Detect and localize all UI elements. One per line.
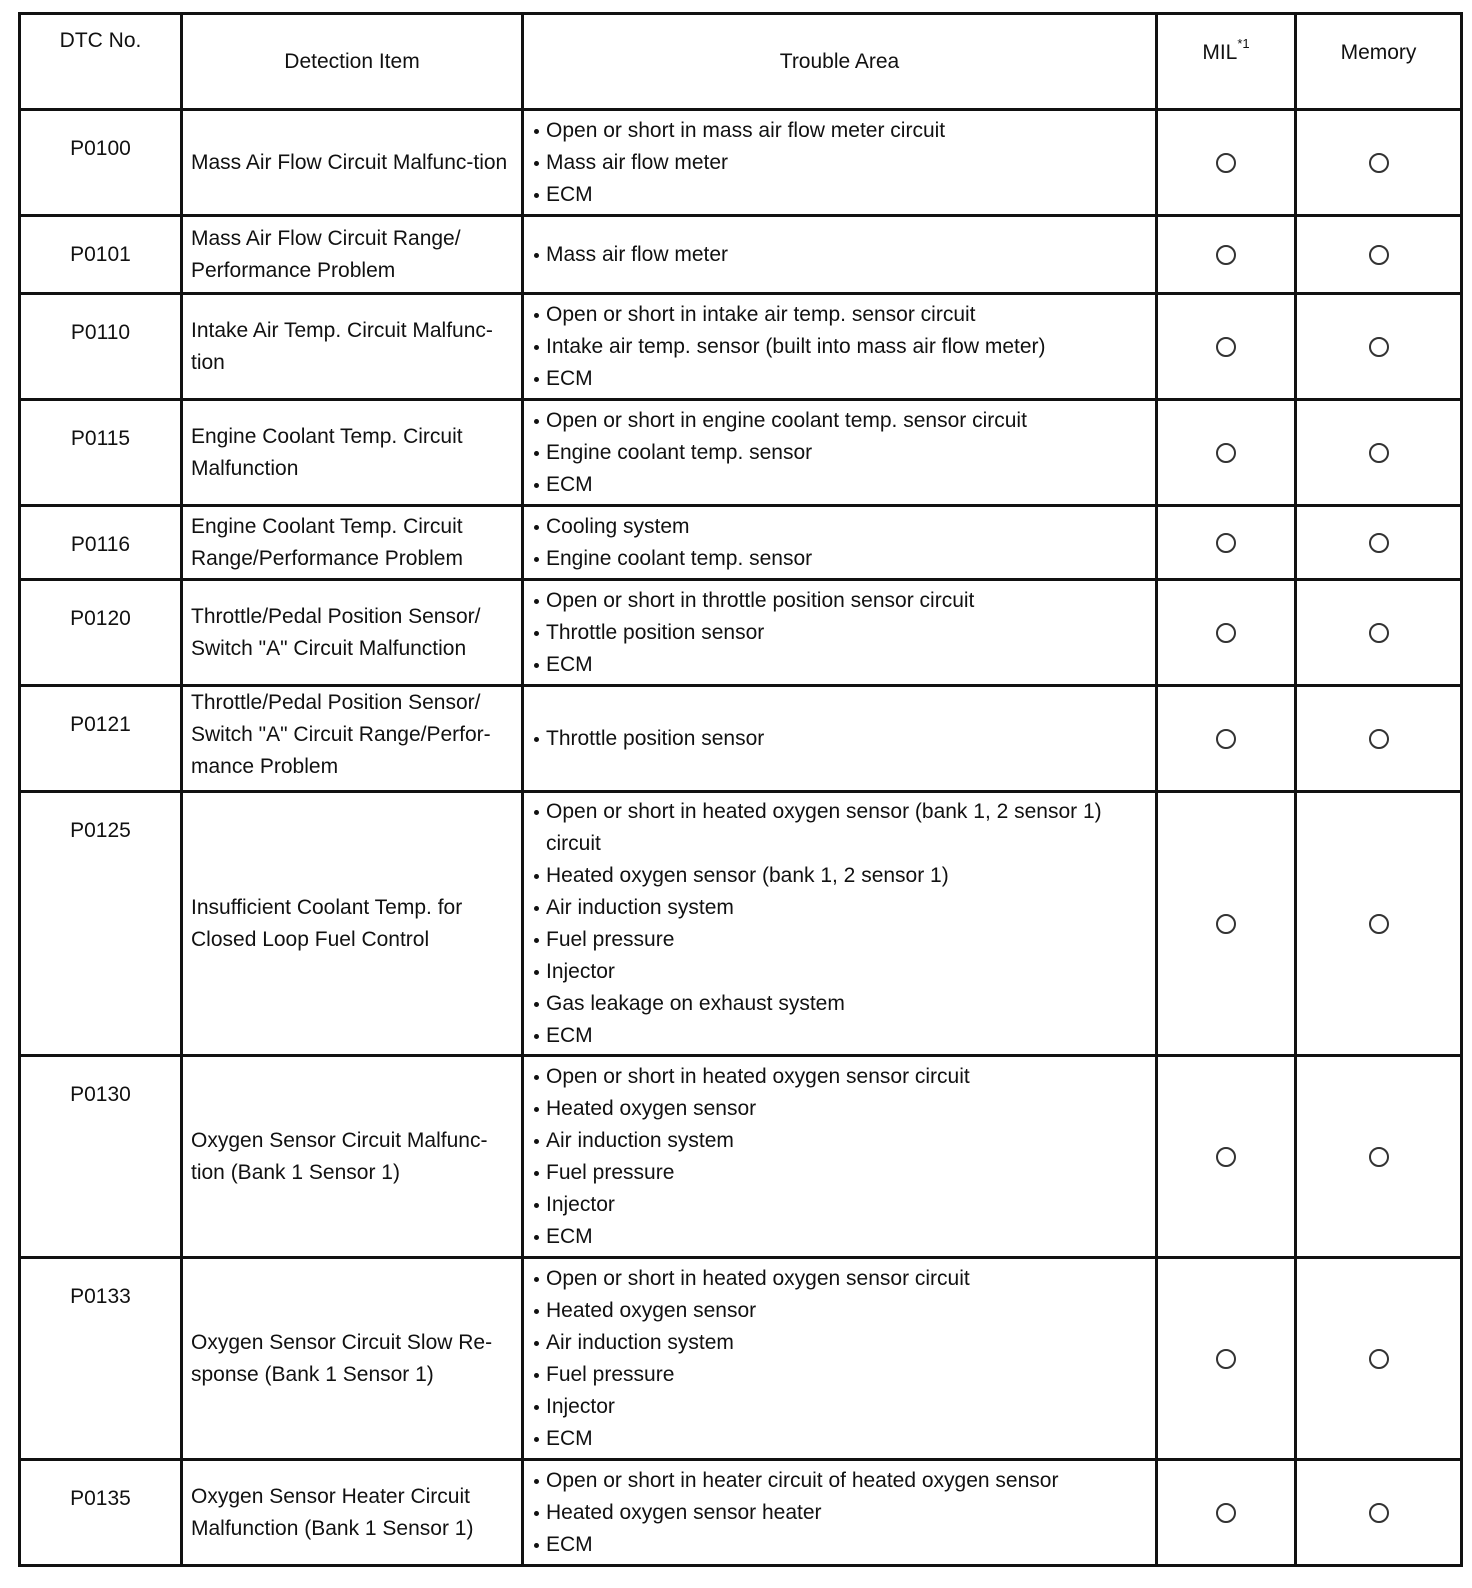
detection-item: Oxygen Sensor Circuit Slow Re-sponse (Bank 1 Sensor 1) (191, 1330, 493, 1386)
detection-item: Intake Air Temp. Circuit Malfunc-tion (191, 318, 493, 374)
memory-cell (1296, 294, 1462, 400)
table-row (20, 216, 1462, 294)
detection-item: Engine Coolant Temp. Circuit Malfunction (191, 424, 463, 480)
memory-circle-icon (1369, 914, 1389, 934)
memory-cell (1296, 1460, 1462, 1566)
detection-item-cell (182, 400, 523, 506)
trouble-area-item: Gas leakage on exhaust system (530, 988, 1147, 1020)
memory-circle-icon (1369, 729, 1389, 749)
dtc-code: P0133 (20, 1258, 182, 1460)
memory-circle-icon (1369, 623, 1389, 643)
trouble-area-list (530, 723, 1147, 755)
trouble-area-list (530, 511, 1147, 575)
trouble-area-item: ECM (530, 1221, 1147, 1253)
mil-cell (1157, 792, 1296, 1056)
detection-item-cell (182, 110, 523, 216)
trouble-area-list (530, 239, 1147, 271)
trouble-area-item: Open or short in throttle position sensor circuit (530, 585, 1147, 617)
table-row (20, 1056, 1462, 1258)
trouble-area-item: Engine coolant temp. sensor (530, 437, 1147, 469)
memory-circle-icon (1369, 153, 1389, 173)
mil-circle-icon (1216, 337, 1236, 357)
dtc-table (18, 12, 1463, 1567)
trouble-area-item: Open or short in heater circuit of heated oxygen sensor (530, 1465, 1147, 1497)
trouble-area-item: Heated oxygen sensor (530, 1295, 1147, 1327)
trouble-area-cell (523, 400, 1157, 506)
memory-cell (1296, 686, 1462, 792)
table-row (20, 580, 1462, 686)
header-mil (1157, 14, 1296, 110)
header-row (20, 14, 1462, 110)
trouble-area-item: Injector (530, 1189, 1147, 1221)
detection-item-cell (182, 792, 523, 1056)
trouble-area-cell (523, 686, 1157, 792)
detection-item: Mass Air Flow Circuit Malfunc-tion (191, 150, 508, 174)
detection-item-cell (182, 506, 523, 580)
trouble-area-item: ECM (530, 1020, 1147, 1052)
header-trouble-area: Trouble Area (523, 14, 1157, 110)
detection-item-cell (182, 216, 523, 294)
trouble-area-list (530, 115, 1147, 211)
trouble-area-cell (523, 1460, 1157, 1566)
mil-cell (1157, 506, 1296, 580)
detection-item-cell (182, 1056, 523, 1258)
detection-item-cell (182, 686, 523, 792)
table-body (20, 110, 1462, 1566)
trouble-area-list (530, 299, 1147, 395)
mil-circle-icon (1216, 623, 1236, 643)
trouble-area-item: Heated oxygen sensor (530, 1093, 1147, 1125)
dtc-code: P0120 (20, 580, 182, 686)
mil-circle-icon (1216, 533, 1236, 553)
memory-circle-icon (1369, 337, 1389, 357)
trouble-area-cell (523, 792, 1157, 1056)
trouble-area-item: Mass air flow meter (530, 147, 1147, 179)
detection-item: Throttle/Pedal Position Sensor/ Switch "A" Circuit Malfunction (191, 604, 481, 660)
mil-cell (1157, 216, 1296, 294)
mil-circle-icon (1216, 1503, 1236, 1523)
trouble-area-list (530, 1061, 1147, 1253)
memory-circle-icon (1369, 245, 1389, 265)
header-mil-footnote: *1 (1237, 36, 1250, 51)
trouble-area-item: Open or short in engine coolant temp. sensor circuit (530, 405, 1147, 437)
trouble-area-cell (523, 294, 1157, 400)
detection-item: Oxygen Sensor Circuit Malfunc-tion (Bank 1 Sensor 1) (191, 1128, 488, 1184)
memory-cell (1296, 400, 1462, 506)
trouble-area-item: Heated oxygen sensor heater (530, 1497, 1147, 1529)
mil-cell (1157, 686, 1296, 792)
memory-cell (1296, 216, 1462, 294)
table-row (20, 792, 1462, 1056)
trouble-area-item: Fuel pressure (530, 1157, 1147, 1189)
trouble-area-item: Air induction system (530, 1125, 1147, 1157)
table-row (20, 1460, 1462, 1566)
mil-cell (1157, 1056, 1296, 1258)
detection-item-cell (182, 294, 523, 400)
table-row (20, 506, 1462, 580)
detection-item-cell (182, 580, 523, 686)
memory-circle-icon (1369, 1349, 1389, 1369)
trouble-area-item: Open or short in mass air flow meter circuit (530, 115, 1147, 147)
table-row (20, 686, 1462, 792)
detection-item: Throttle/Pedal Position Sensor/ Switch "A" Circuit Range/Perfor-mance Problem (191, 691, 491, 778)
table-row (20, 1258, 1462, 1460)
trouble-area-item: Injector (530, 956, 1147, 988)
memory-circle-icon (1369, 443, 1389, 463)
detection-item: Mass Air Flow Circuit Range/ Performance Problem (191, 226, 461, 282)
dtc-code: P0101 (20, 216, 182, 294)
trouble-area-item: Open or short in heated oxygen sensor (bank 1, 2 sensor 1) circuit (530, 796, 1147, 860)
trouble-area-cell (523, 580, 1157, 686)
mil-cell (1157, 294, 1296, 400)
trouble-area-list (530, 796, 1147, 1052)
mil-circle-icon (1216, 729, 1236, 749)
trouble-area-item: Fuel pressure (530, 924, 1147, 956)
mil-cell (1157, 110, 1296, 216)
mil-circle-icon (1216, 443, 1236, 463)
trouble-area-item: Intake air temp. sensor (built into mass air flow meter) (530, 331, 1147, 363)
mil-circle-icon (1216, 153, 1236, 173)
dtc-code: P0125 (20, 792, 182, 1056)
detection-item: Insufficient Coolant Temp. for Closed Loop Fuel Control (191, 895, 463, 951)
trouble-area-list (530, 405, 1147, 501)
table-row (20, 400, 1462, 506)
detection-item: Oxygen Sensor Heater Circuit Malfunction (Bank 1 Sensor 1) (191, 1484, 474, 1540)
memory-circle-icon (1369, 533, 1389, 553)
mil-cell (1157, 1460, 1296, 1566)
memory-cell (1296, 110, 1462, 216)
trouble-area-item: ECM (530, 649, 1147, 681)
header-mil-label: MIL (1202, 41, 1238, 64)
dtc-code: P0121 (20, 686, 182, 792)
trouble-area-item: Cooling system (530, 511, 1147, 543)
mil-circle-icon (1216, 914, 1236, 934)
trouble-area-item: Injector (530, 1391, 1147, 1423)
trouble-area-list (530, 1263, 1147, 1455)
dtc-code: P0130 (20, 1056, 182, 1258)
trouble-area-list (530, 1465, 1147, 1561)
mil-circle-icon (1216, 1349, 1236, 1369)
header-dtc-no: DTC No. (20, 14, 182, 110)
trouble-area-cell (523, 506, 1157, 580)
trouble-area-item: ECM (530, 179, 1147, 211)
trouble-area-item: ECM (530, 1423, 1147, 1455)
header-memory: Memory (1296, 14, 1462, 110)
trouble-area-item: Heated oxygen sensor (bank 1, 2 sensor 1) (530, 860, 1147, 892)
trouble-area-item: Open or short in intake air temp. sensor circuit (530, 299, 1147, 331)
detection-item-cell (182, 1460, 523, 1566)
trouble-area-item: Air induction system (530, 1327, 1147, 1359)
trouble-area-item: Open or short in heated oxygen sensor circuit (530, 1263, 1147, 1295)
dtc-code: P0116 (20, 506, 182, 580)
trouble-area-item: Mass air flow meter (530, 239, 1147, 271)
mil-cell (1157, 400, 1296, 506)
memory-cell (1296, 1056, 1462, 1258)
trouble-area-item: ECM (530, 1529, 1147, 1561)
trouble-area-item: Throttle position sensor (530, 723, 1147, 755)
dtc-code: P0135 (20, 1460, 182, 1566)
trouble-area-cell (523, 110, 1157, 216)
mil-cell (1157, 1258, 1296, 1460)
mil-circle-icon (1216, 1147, 1236, 1167)
detection-item: Engine Coolant Temp. Circuit Range/Performance Problem (191, 514, 463, 570)
trouble-area-item: ECM (530, 363, 1147, 395)
trouble-area-item: Open or short in heated oxygen sensor circuit (530, 1061, 1147, 1093)
mil-circle-icon (1216, 245, 1236, 265)
trouble-area-cell (523, 216, 1157, 294)
memory-circle-icon (1369, 1503, 1389, 1523)
memory-cell (1296, 792, 1462, 1056)
trouble-area-item: Throttle position sensor (530, 617, 1147, 649)
trouble-area-item: Fuel pressure (530, 1359, 1147, 1391)
memory-cell (1296, 1258, 1462, 1460)
table-row (20, 294, 1462, 400)
trouble-area-cell (523, 1056, 1157, 1258)
trouble-area-item: Air induction system (530, 892, 1147, 924)
trouble-area-cell (523, 1258, 1157, 1460)
trouble-area-item: Engine coolant temp. sensor (530, 543, 1147, 575)
memory-circle-icon (1369, 1147, 1389, 1167)
detection-item-cell (182, 1258, 523, 1460)
memory-cell (1296, 506, 1462, 580)
trouble-area-item: ECM (530, 469, 1147, 501)
dtc-code: P0100 (20, 110, 182, 216)
table-row (20, 110, 1462, 216)
memory-cell (1296, 580, 1462, 686)
header-detection-item: Detection Item (182, 14, 523, 110)
trouble-area-list (530, 585, 1147, 681)
mil-cell (1157, 580, 1296, 686)
dtc-code: P0110 (20, 294, 182, 400)
dtc-code: P0115 (20, 400, 182, 506)
